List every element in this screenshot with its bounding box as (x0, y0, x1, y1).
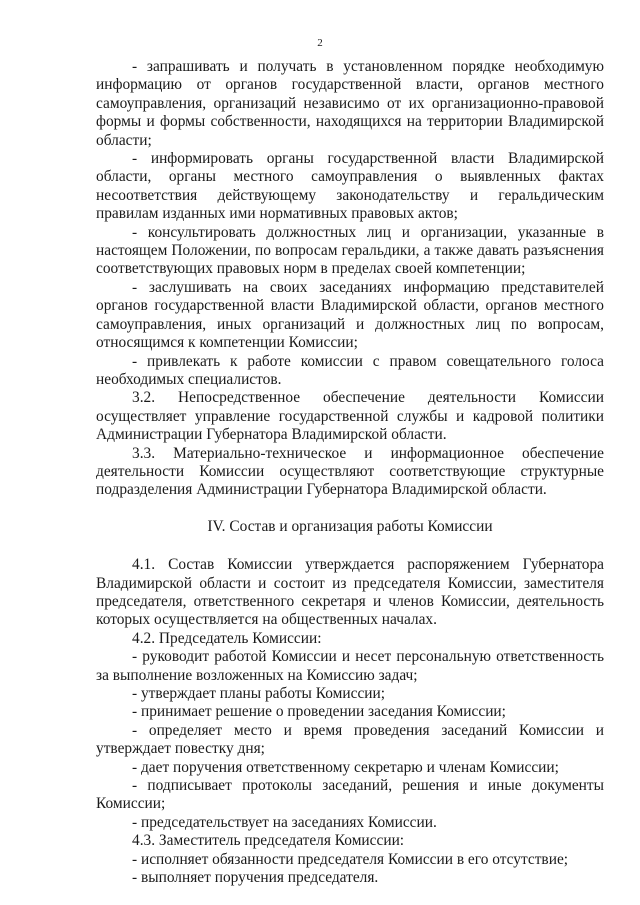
paragraph-4-2: 4.2. Председатель Комиссии: (132, 629, 322, 647)
paragraph-involve-specialists: - привлекать к работе комиссии с правом совещательного голоса необходимых специалистов. (96, 352, 604, 388)
list-item: - дает поручения ответственному секретарю и членам Комиссии; (132, 758, 559, 776)
paragraph-request-info: - запрашивать и получать в установленном порядке необходимую информацию от органов государственной власти, органов местного самоуправления, организаций независимо от их организационно-правовой формы и формы собственности, находящихся на территории Владимирской области; (96, 58, 604, 149)
paragraph-4-3: 4.3. Заместитель председателя Комиссии: (132, 832, 405, 850)
list-item: - принимает решение о проведении заседания Комиссии; (132, 703, 506, 721)
list-item: - утверждает планы работы Комиссии; (132, 685, 386, 702)
page-number: 2 (317, 37, 323, 49)
paragraph-3-3: 3.3. Материально-техническое и информационное обеспечение деятельности Комиссии осуществляют соответствующие структурные подразделения Администрации Губернатора Владимирской области. (96, 444, 604, 499)
list-item: - выполняет поручения председателя. (132, 869, 379, 887)
list-item: - определяет место и время проведения заседаний Комиссии и утверждает повестку дня; (96, 721, 604, 758)
list-item: - исполняет обязанности председателя Комиссии в его отсутствие; (132, 850, 569, 868)
paragraph-4-1: 4.1. Состав Комиссии утверждается распоряжением Губернатора Владимирской области и состоит из председателя Комиссии, заместителя председателя, ответственного секретаря и членов Комиссии, деятельность которых осуществляется на общественных началах. (96, 556, 604, 629)
list-item: - подписывает протоколы заседаний, решения и иные документы Комиссии; (96, 777, 604, 813)
paragraph-3-2: 3.2. Непосредственное обеспечение деятельности Комиссии осуществляет управление государственной службы и кадровой политики Администрации Губернатора Владимирской области. (96, 389, 604, 444)
paragraph-inform-authorities: - информировать органы государственной власти Владимирской области, органы местного самоуправления о выявленных фактах несоответствия действующему законодательству и геральдическим правилам изданных ими нормативных правовых актов; (96, 150, 604, 223)
document-body (96, 58, 604, 887)
paragraph-hear-reports: - заслушивать на своих заседаниях информацию представителей органов государственной власти Владимирской области, органов местного самоуправления, иных организаций и должностных лиц по вопросам, относящимся к компетенции Комиссии; (96, 278, 604, 352)
list-item: - председательствует на заседаниях Комиссии. (132, 813, 437, 831)
section-heading: IV. Состав и организация работы Комиссии (207, 517, 493, 535)
paragraph-consult: - консультировать должностных лиц и организации, указанные в настоящем Положении, по вопросам геральдики, а также давать разъяснения соответствующих правовых норм в пределах своей компетенции; (96, 223, 604, 278)
list-item: - руководит работой Комиссии и несет персональную ответственность за выполнение возложенных на Комиссию задач; (96, 648, 604, 684)
